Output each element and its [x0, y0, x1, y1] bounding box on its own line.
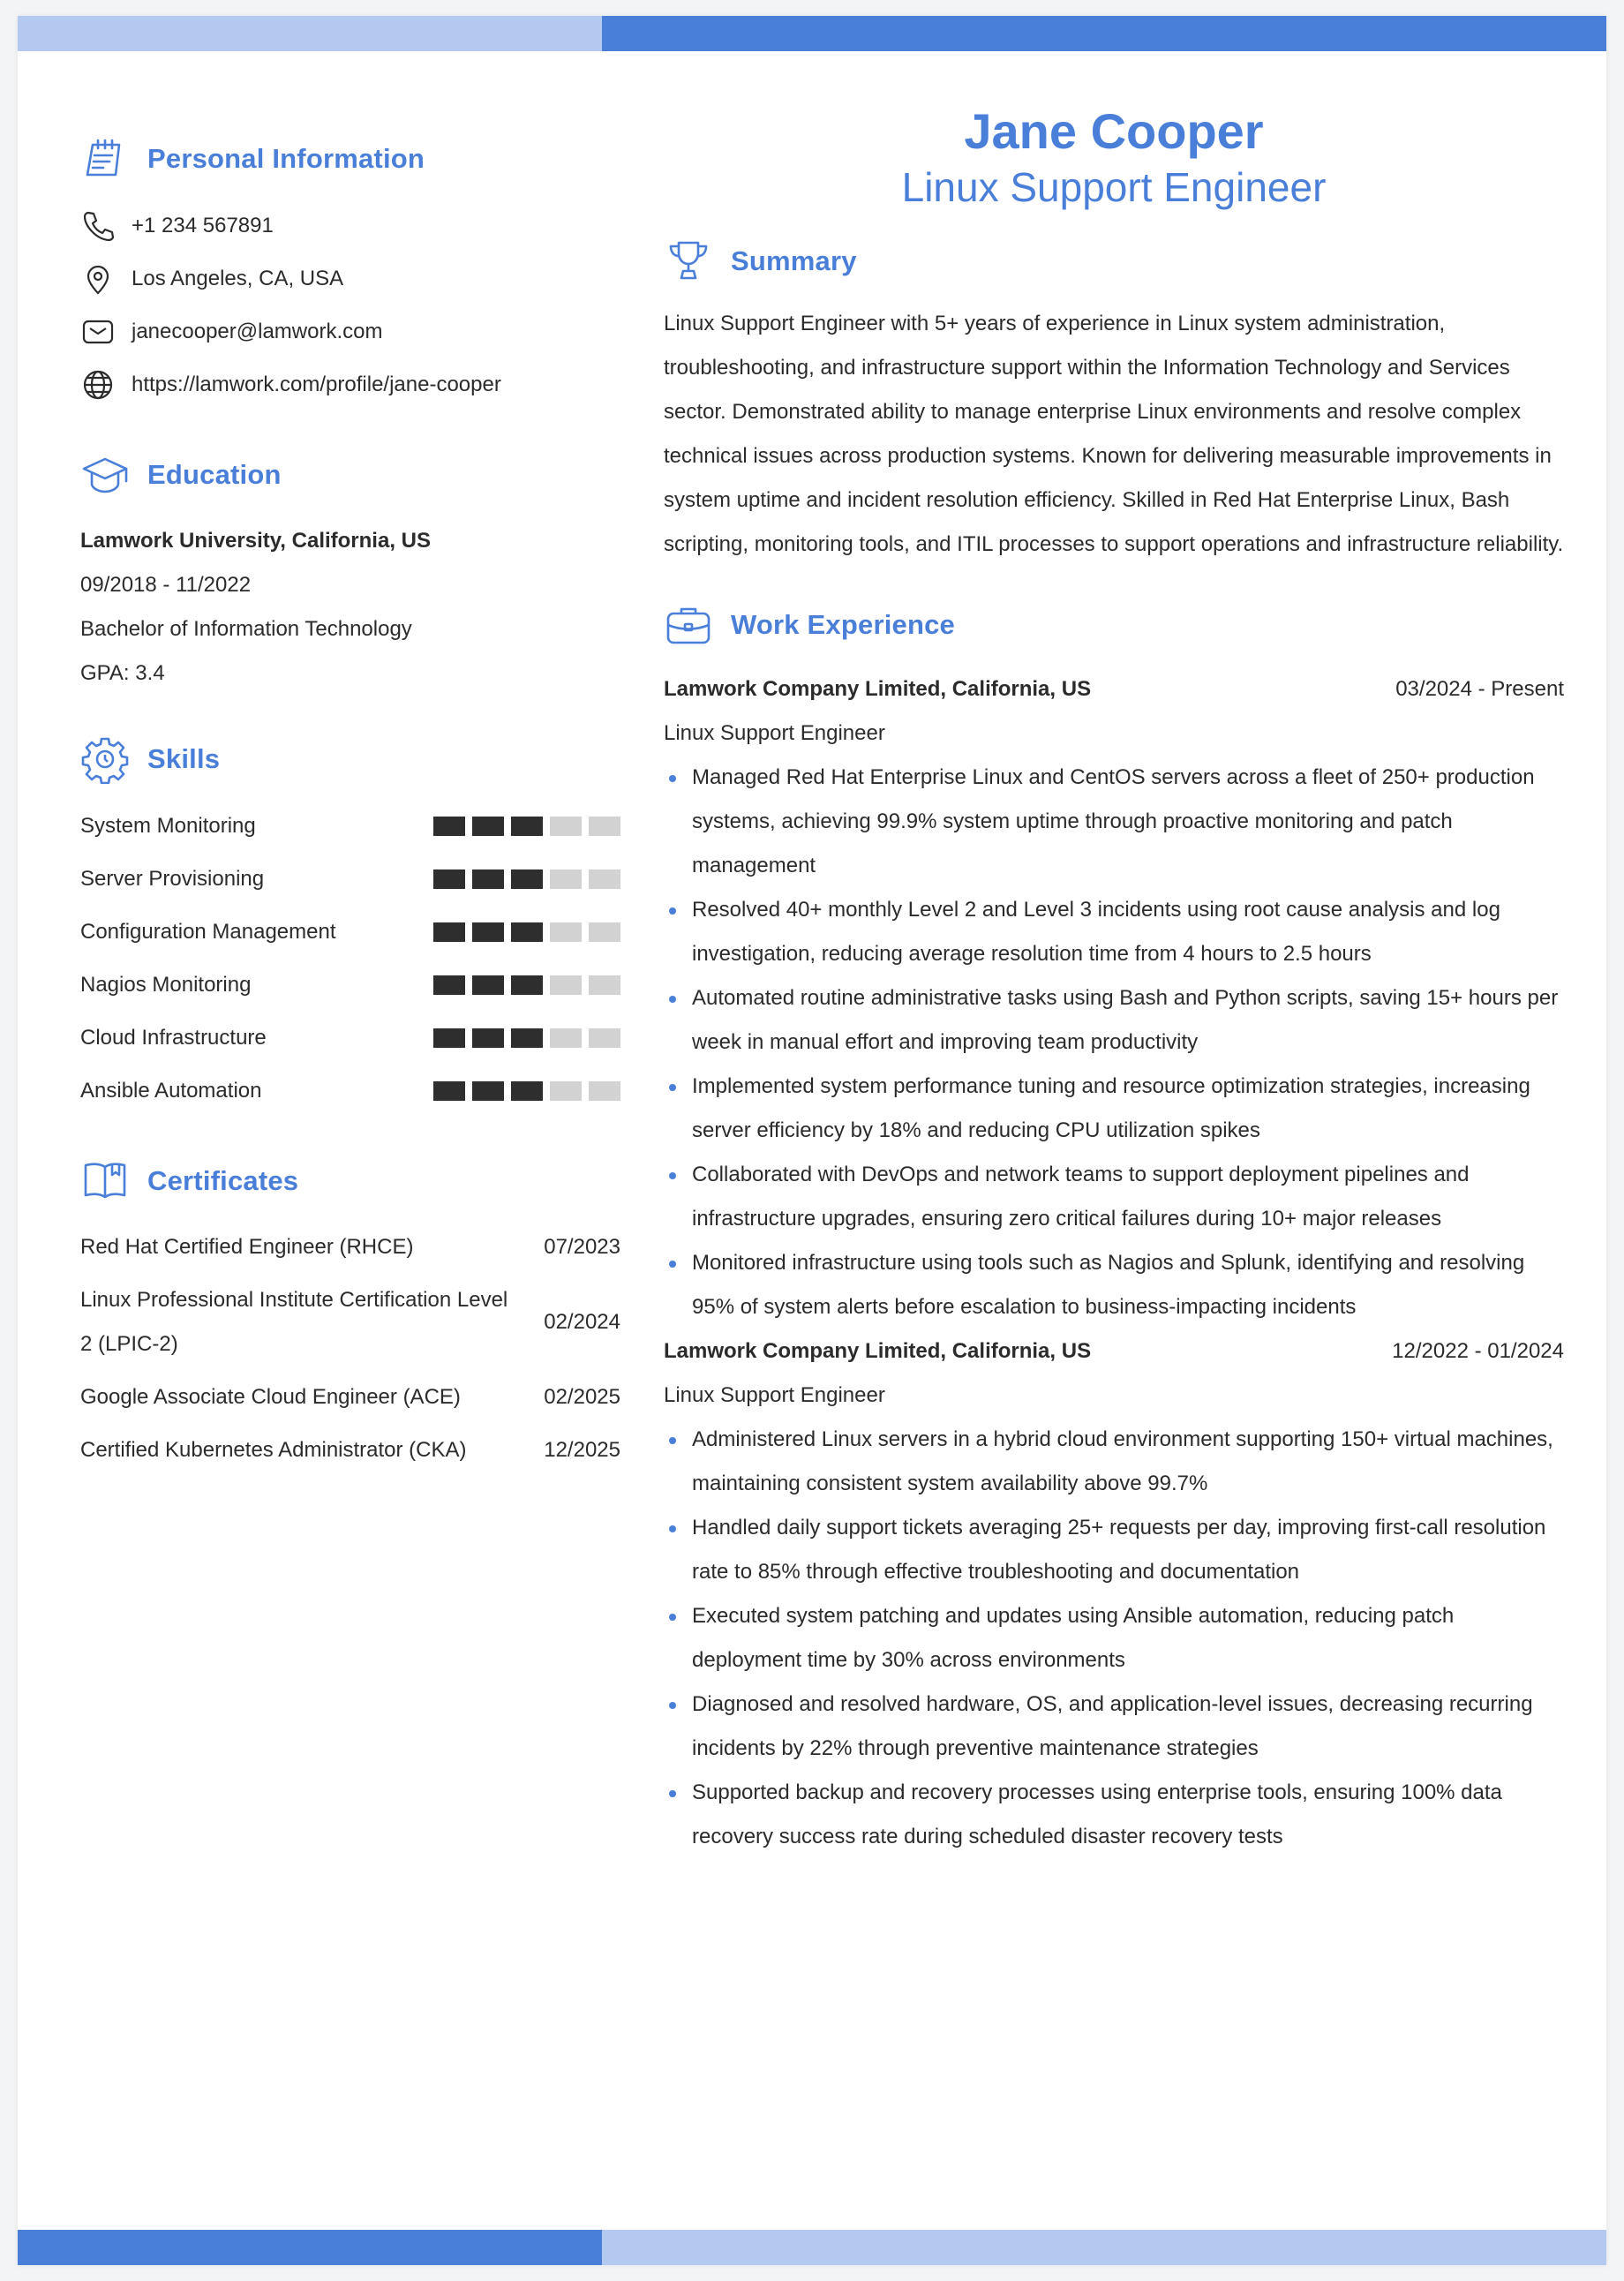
certificate-date: 02/2024: [544, 1310, 620, 1334]
skill-segment-empty: [550, 922, 582, 942]
certificate-name: Google Associate Cloud Engineer (ACE): [80, 1385, 461, 1409]
skill-name: Server Provisioning: [80, 867, 265, 891]
skill-segment-empty: [550, 975, 582, 995]
notepad-icon: [80, 134, 130, 184]
skill-row: [80, 1012, 620, 1065]
skills-list: [80, 800, 620, 1118]
job-dates: 12/2022 - 01/2024: [1392, 1339, 1564, 1363]
skill-segment-empty: [550, 1081, 582, 1101]
mail-icon: [80, 314, 116, 350]
skill-segment-empty: [589, 922, 620, 942]
job-bullets: [664, 756, 1564, 1329]
email-link[interactable]: janecooper@lamwork.com: [132, 320, 383, 343]
education-school: Lamwork University, California, US: [80, 529, 431, 553]
graduation-cap-icon: [80, 450, 130, 500]
summary-title: Summary: [731, 245, 857, 276]
job-bullet: Automated routine administrative tasks using Bash and Python scripts, saving 15+ hours per week in manual effort and improving team productivity: [664, 976, 1564, 1065]
skill-row: [80, 1065, 620, 1118]
map-pin-icon: [80, 261, 116, 297]
job-bullet: Collaborated with DevOps and network teams to support deployment pipelines and infrastructure upgrades, ensuring zero critical failures during 10+ major releases: [664, 1153, 1564, 1241]
certificate-date: 07/2023: [544, 1235, 620, 1259]
skill-segment-filled: [511, 975, 543, 995]
skill-name: Ansible Automation: [80, 1079, 262, 1103]
skill-segment-empty: [589, 1081, 620, 1101]
skills-title: Skills: [147, 743, 221, 774]
skill-name: Nagios Monitoring: [80, 973, 252, 997]
skill-segment-empty: [550, 869, 582, 889]
education-header: [80, 447, 620, 503]
job-role: Linux Support Engineer: [664, 721, 885, 745]
open-book-icon: [80, 1156, 130, 1206]
phone-text: +1 234 567891: [132, 214, 274, 237]
skill-segment-filled: [511, 869, 543, 889]
resume-page: [18, 16, 1606, 2265]
gear-icon: [80, 734, 130, 784]
bottom-band-light: [602, 2230, 1606, 2265]
skill-segment-filled: [433, 1028, 465, 1048]
job-bullet: Managed Red Hat Enterprise Linux and CentOS servers across a fleet of 250+ production systems, achieving 99.9% system uptime through proactive monitoring and patch management: [664, 756, 1564, 888]
skill-level-bar: [433, 869, 620, 889]
top-band-dark: [602, 16, 1606, 51]
skill-segment-filled: [511, 922, 543, 942]
certificates-header: [80, 1153, 620, 1209]
skill-segment-filled: [511, 1081, 543, 1101]
job-company: Lamwork Company Limited, California, US: [664, 1339, 1092, 1363]
job-bullet: Administered Linux servers in a hybrid cloud environment supporting 150+ virtual machines, maintaining consistent system availability above 99.7%: [664, 1418, 1564, 1506]
certificate-name: Linux Professional Institute Certification Level 2 (LPIC-2): [80, 1288, 508, 1356]
job-header: [664, 1329, 1564, 1374]
skill-level-bar: [433, 1028, 620, 1048]
bottom-band-dark: [18, 2230, 602, 2265]
job-bullet: Diagnosed and resolved hardware, OS, and application-level issues, decreasing recurring incidents by 22% through preventive maintenance strategies: [664, 1683, 1564, 1771]
skill-segment-empty: [589, 975, 620, 995]
skill-row: [80, 906, 620, 959]
globe-icon: [80, 367, 116, 403]
certificate-name: Certified Kubernetes Administrator (CKA): [80, 1438, 467, 1462]
skill-segment-filled: [511, 817, 543, 836]
email-row: [80, 305, 620, 358]
skill-segment-empty: [550, 1028, 582, 1048]
phone-row: [80, 199, 620, 252]
skills-header: [80, 731, 620, 787]
certificate-name: Red Hat Certified Engineer (RHCE): [80, 1235, 414, 1259]
skill-segment-filled: [433, 1081, 465, 1101]
education-dates: 09/2018 - 11/2022: [80, 573, 252, 597]
skill-segment-empty: [589, 869, 620, 889]
certificate-item: [80, 1428, 620, 1472]
candidate-title: Linux Support Engineer: [901, 164, 1327, 210]
job-role: Linux Support Engineer: [664, 1383, 885, 1407]
skill-segment-filled: [472, 869, 504, 889]
certificates-title: Certificates: [147, 1165, 299, 1196]
certificate-date: 12/2025: [544, 1438, 620, 1462]
experience-header: [664, 597, 1564, 653]
skill-level-bar: [433, 1081, 620, 1101]
certificate-date: 02/2025: [544, 1385, 620, 1409]
skill-segment-filled: [472, 922, 504, 942]
skill-row: [80, 959, 620, 1012]
skill-segment-filled: [472, 1081, 504, 1101]
location-text: Los Angeles, CA, USA: [132, 267, 344, 290]
skill-segment-filled: [433, 922, 465, 942]
skill-level-bar: [433, 817, 620, 836]
skill-segment-empty: [550, 817, 582, 836]
trophy-icon: [664, 237, 713, 286]
right-column: [664, 102, 1564, 1859]
job-bullet: Resolved 40+ monthly Level 2 and Level 3 incidents using root cause analysis and log investigation, reducing average resolution time from 4 hours to 2.5 hours: [664, 888, 1564, 976]
top-band-light: [18, 16, 602, 51]
skill-segment-filled: [472, 817, 504, 836]
briefcase-icon: [664, 600, 713, 650]
skill-name: Configuration Management: [80, 920, 336, 944]
left-column: [80, 131, 620, 1481]
summary-header: [664, 233, 1564, 290]
education-gpa: GPA: 3.4: [80, 661, 165, 685]
skill-segment-empty: [589, 817, 620, 836]
skill-name: Cloud Infrastructure: [80, 1026, 267, 1050]
skill-segment-filled: [472, 975, 504, 995]
job-company: Lamwork Company Limited, California, US: [664, 677, 1092, 701]
job-bullet: Executed system patching and updates using Ansible automation, reducing patch deployment time by 30% across environments: [664, 1594, 1564, 1683]
job-dates: 03/2024 - Present: [1395, 677, 1564, 701]
job-entry: [664, 1329, 1564, 1859]
certificate-item: [80, 1225, 620, 1269]
summary-text: Linux Support Engineer with 5+ years of experience in Linux system administration, troubleshooting, and infrastructure support within the Information Technology and Services sector. Demonstrated ability to manage enterprise Linux environments and resolve complex technical issues across production systems. Known for delivering measurable improvements in system uptime and incident resolution efficiency. Skilled in Red Hat Enterprise Linux, Bash scripting, monitoring tools, and ITIL processes to support operations and infrastructure reliability.: [664, 312, 1564, 556]
skill-segment-filled: [433, 975, 465, 995]
location-row: [80, 252, 620, 305]
skill-name: System Monitoring: [80, 814, 256, 838]
skill-segment-filled: [433, 869, 465, 889]
job-bullet: Monitored infrastructure using tools such as Nagios and Splunk, identifying and resolving 95% of system alerts before escalation to business-impacting incidents: [664, 1241, 1564, 1329]
website-link[interactable]: https://lamwork.com/profile/jane-cooper: [132, 373, 501, 396]
skill-segment-filled: [472, 1028, 504, 1048]
skill-level-bar: [433, 975, 620, 995]
job-bullet: Supported backup and recovery processes using enterprise tools, ensuring 100% data recovery success rate during scheduled disaster recovery tests: [664, 1771, 1564, 1859]
website-row: [80, 358, 620, 411]
job-header: [664, 667, 1564, 711]
certificate-item: [80, 1278, 620, 1366]
education-title: Education: [147, 459, 282, 490]
skill-level-bar: [433, 922, 620, 942]
skill-row: [80, 800, 620, 853]
experience-title: Work Experience: [731, 609, 955, 640]
skill-row: [80, 853, 620, 906]
education-degree: Bachelor of Information Technology: [80, 617, 412, 641]
phone-icon: [80, 208, 116, 244]
skill-segment-filled: [433, 817, 465, 836]
candidate-name: Jane Cooper: [964, 103, 1264, 159]
personal-info-header: [80, 131, 620, 187]
job-bullet: Handled daily support tickets averaging 25+ requests per day, improving first-call resolution rate to 85% through effective troubleshooting and documentation: [664, 1506, 1564, 1594]
certificate-item: [80, 1375, 620, 1419]
skill-segment-empty: [589, 1028, 620, 1048]
job-bullet: Implemented system performance tuning and resource optimization strategies, increasing server efficiency by 18% and reducing CPU utilization spikes: [664, 1065, 1564, 1153]
skill-segment-filled: [511, 1028, 543, 1048]
job-bullets: [664, 1418, 1564, 1859]
personal-info-title: Personal Information: [147, 143, 425, 174]
job-entry: [664, 667, 1564, 1329]
